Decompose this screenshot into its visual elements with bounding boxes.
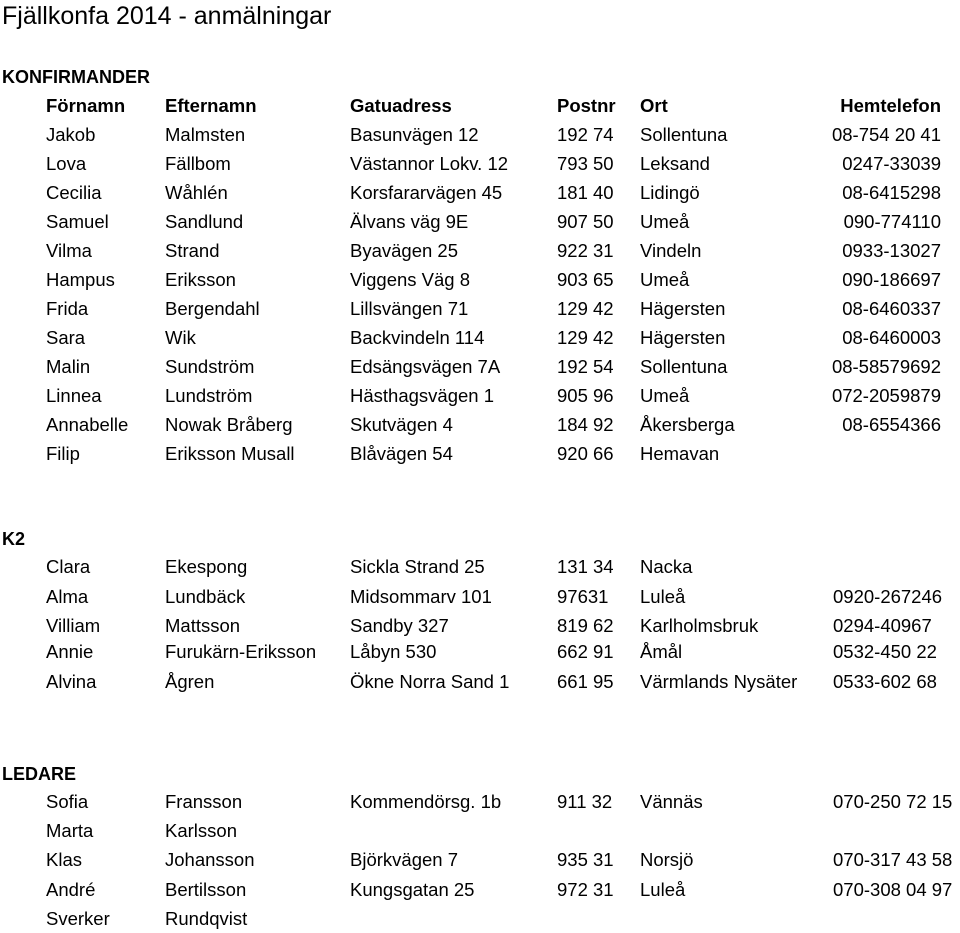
first-name-cell: Samuel xyxy=(46,211,109,232)
street-cell: Sickla Strand 25 xyxy=(350,556,485,577)
table-row xyxy=(0,208,960,236)
city-cell: Norsjö xyxy=(640,849,694,870)
postcode-cell: 131 34 xyxy=(557,556,614,577)
city-cell: Leksand xyxy=(640,153,710,174)
postcode-cell: 97631 xyxy=(557,586,609,607)
city-cell: Hägersten xyxy=(640,327,726,348)
postcode-cell: 972 31 xyxy=(557,879,614,900)
city-cell: Värmlands Nysäter xyxy=(640,671,798,692)
postcode-cell: 662 91 xyxy=(557,641,614,662)
phone-cell: 0533-602 68 xyxy=(833,671,937,692)
postcode-cell: 192 74 xyxy=(557,124,614,145)
column-header-1: Efternamn xyxy=(165,95,257,116)
phone-cell: 070-308 04 97 xyxy=(833,879,953,900)
table-row xyxy=(0,150,960,178)
last-name-cell: Sandlund xyxy=(165,211,244,232)
street-cell: Sandby 327 xyxy=(350,615,449,636)
table-row xyxy=(0,612,960,640)
street-cell: Lillsvängen 71 xyxy=(350,298,469,319)
last-name-cell: Lundbäck xyxy=(165,586,246,607)
last-name-cell: Ekespong xyxy=(165,556,248,577)
table-row xyxy=(0,353,960,381)
table-row xyxy=(0,553,960,581)
city-cell: Hägersten xyxy=(640,298,726,319)
last-name-cell: Wik xyxy=(165,327,196,348)
city-cell: Lidingö xyxy=(640,182,700,203)
last-name-cell: Wåhlén xyxy=(165,182,228,203)
last-name-cell: Bertilsson xyxy=(165,879,247,900)
street-cell: Låbyn 530 xyxy=(350,641,437,662)
phone-cell: 08-6415298 xyxy=(842,182,941,203)
postcode-cell: 935 31 xyxy=(557,849,614,870)
column-header-0: Förnamn xyxy=(46,95,126,116)
postcode-cell: 905 96 xyxy=(557,385,614,406)
table-row xyxy=(0,440,960,468)
last-name-cell: Furukärn-Eriksson xyxy=(165,641,317,662)
postcode-cell: 903 65 xyxy=(557,269,614,290)
street-cell: Kommendörsg. 1b xyxy=(350,791,502,812)
table-row xyxy=(0,583,960,611)
postcode-cell: 793 50 xyxy=(557,153,614,174)
last-name-cell: Fällbom xyxy=(165,153,231,174)
page-title: Fjällkonfa 2014 - anmälningar xyxy=(2,2,332,30)
street-cell: Ökne Norra Sand 1 xyxy=(350,671,510,692)
city-cell: Sollentuna xyxy=(640,124,728,145)
street-cell: Basunvägen 12 xyxy=(350,124,479,145)
last-name-cell: Lundström xyxy=(165,385,253,406)
section-heading-ledare: LEDARE xyxy=(2,764,77,784)
last-name-cell: Rundqvist xyxy=(165,908,248,929)
last-name-cell: Fransson xyxy=(165,791,243,812)
street-cell: Midsommarv 101 xyxy=(350,586,492,607)
phone-cell: 0294-40967 xyxy=(833,615,932,636)
city-cell: Luleå xyxy=(640,879,686,900)
city-cell: Vännäs xyxy=(640,791,703,812)
first-name-cell: Linnea xyxy=(46,385,102,406)
phone-cell: 072-2059879 xyxy=(831,385,941,406)
phone-cell: 08-6554366 xyxy=(842,414,941,435)
city-cell: Sollentuna xyxy=(640,356,728,377)
first-name-cell: Cecilia xyxy=(46,182,102,203)
street-cell: Björkvägen 7 xyxy=(350,849,458,870)
first-name-cell: André xyxy=(46,879,96,900)
phone-cell: 0920-267246 xyxy=(833,586,943,607)
last-name-cell: Eriksson Musall xyxy=(165,443,295,464)
first-name-cell: Hampus xyxy=(46,269,115,290)
postcode-cell: 192 54 xyxy=(557,356,614,377)
column-header-2: Gatuadress xyxy=(350,95,452,116)
first-name-cell: Marta xyxy=(46,820,94,841)
city-cell: Åkersberga xyxy=(640,414,735,435)
city-cell: Karlholmsbruk xyxy=(640,615,759,636)
table-row xyxy=(0,237,960,265)
first-name-cell: Annie xyxy=(46,641,94,662)
phone-cell: 08-58579692 xyxy=(831,356,941,377)
phone-cell: 08-6460003 xyxy=(842,327,941,348)
table-header-row xyxy=(0,92,960,120)
postcode-cell: 911 32 xyxy=(557,791,613,812)
city-cell: Umeå xyxy=(640,211,690,232)
street-cell: Edsängsvägen 7A xyxy=(350,356,501,377)
phone-cell: 0532-450 22 xyxy=(833,641,937,662)
phone-cell: 070-250 72 15 xyxy=(833,791,953,812)
first-name-cell: Annabelle xyxy=(46,414,129,435)
postcode-cell: 922 31 xyxy=(557,240,614,261)
postcode-cell: 907 50 xyxy=(557,211,614,232)
first-name-cell: Klas xyxy=(46,849,82,870)
first-name-cell: Alma xyxy=(46,586,89,607)
table-row xyxy=(0,121,960,149)
street-cell: Västannor Lokv. 12 xyxy=(350,153,509,174)
first-name-cell: Sverker xyxy=(46,908,110,929)
first-name-cell: Vilma xyxy=(46,240,92,261)
last-name-cell: Strand xyxy=(165,240,220,261)
first-name-cell: Sara xyxy=(46,327,86,348)
postcode-cell: 129 42 xyxy=(557,298,614,319)
first-name-cell: Jakob xyxy=(46,124,96,145)
first-name-cell: Villiam xyxy=(46,615,101,636)
table-row xyxy=(0,905,960,933)
table-row xyxy=(0,266,960,294)
first-name-cell: Filip xyxy=(46,443,80,464)
column-header-4: Ort xyxy=(640,95,668,116)
last-name-cell: Johansson xyxy=(165,849,255,870)
street-cell: Viggens Väg 8 xyxy=(350,269,471,290)
street-cell: Korsfararvägen 45 xyxy=(350,182,503,203)
first-name-cell: Alvina xyxy=(46,671,97,692)
phone-cell: 08-754 20 41 xyxy=(831,124,941,145)
postcode-cell: 184 92 xyxy=(557,414,614,435)
section-heading-k2: K2 xyxy=(2,529,26,549)
phone-cell: 090-186697 xyxy=(842,269,941,290)
city-cell: Luleå xyxy=(640,586,686,607)
city-cell: Åmål xyxy=(640,641,683,662)
street-cell: Byavägen 25 xyxy=(350,240,459,261)
table-row xyxy=(0,638,960,666)
street-cell: Blåvägen 54 xyxy=(350,443,453,464)
city-cell: Nacka xyxy=(640,556,693,577)
city-cell: Umeå xyxy=(640,269,690,290)
postcode-cell: 129 42 xyxy=(557,327,614,348)
table-row xyxy=(0,668,960,696)
city-cell: Hemavan xyxy=(640,443,720,464)
postcode-cell: 920 66 xyxy=(557,443,614,464)
last-name-cell: Eriksson xyxy=(165,269,236,290)
table-row xyxy=(0,324,960,352)
street-cell: Älvans väg 9E xyxy=(350,211,469,232)
first-name-cell: Sofia xyxy=(46,791,89,812)
table-row xyxy=(0,179,960,207)
phone-cell: 0247-33039 xyxy=(842,153,941,174)
street-cell: Skutvägen 4 xyxy=(350,414,453,435)
last-name-cell: Bergendahl xyxy=(165,298,260,319)
table-row xyxy=(0,295,960,323)
street-cell: Kungsgatan 25 xyxy=(350,879,475,900)
section-heading-konfirmander: KONFIRMANDER xyxy=(2,67,150,87)
street-cell: Backvindeln 114 xyxy=(350,327,485,348)
postcode-cell: 819 62 xyxy=(557,615,614,636)
last-name-cell: Mattsson xyxy=(165,615,241,636)
phone-cell: 090-774110 xyxy=(843,211,941,232)
phone-cell: 070-317 43 58 xyxy=(833,849,953,870)
last-name-cell: Ågren xyxy=(165,671,215,692)
last-name-cell: Malmsten xyxy=(165,124,246,145)
table-row xyxy=(0,817,960,845)
city-cell: Vindeln xyxy=(640,240,702,261)
first-name-cell: Lova xyxy=(46,153,87,174)
last-name-cell: Sundström xyxy=(165,356,255,377)
phone-cell: 0933-13027 xyxy=(842,240,941,261)
first-name-cell: Clara xyxy=(46,556,91,577)
table-row xyxy=(0,876,960,904)
column-header-3: Postnr xyxy=(557,95,616,116)
table-row xyxy=(0,382,960,410)
table-row xyxy=(0,846,960,874)
first-name-cell: Frida xyxy=(46,298,89,319)
table-row xyxy=(0,788,960,816)
phone-cell: 08-6460337 xyxy=(842,298,941,319)
city-cell: Umeå xyxy=(640,385,690,406)
postcode-cell: 661 95 xyxy=(557,671,614,692)
first-name-cell: Malin xyxy=(46,356,91,377)
table-row xyxy=(0,411,960,439)
column-header-5: Hemtelefon xyxy=(840,95,941,116)
street-cell: Hästhagsvägen 1 xyxy=(350,385,494,406)
postcode-cell: 181 40 xyxy=(557,182,614,203)
last-name-cell: Nowak Bråberg xyxy=(165,414,293,435)
last-name-cell: Karlsson xyxy=(165,820,237,841)
